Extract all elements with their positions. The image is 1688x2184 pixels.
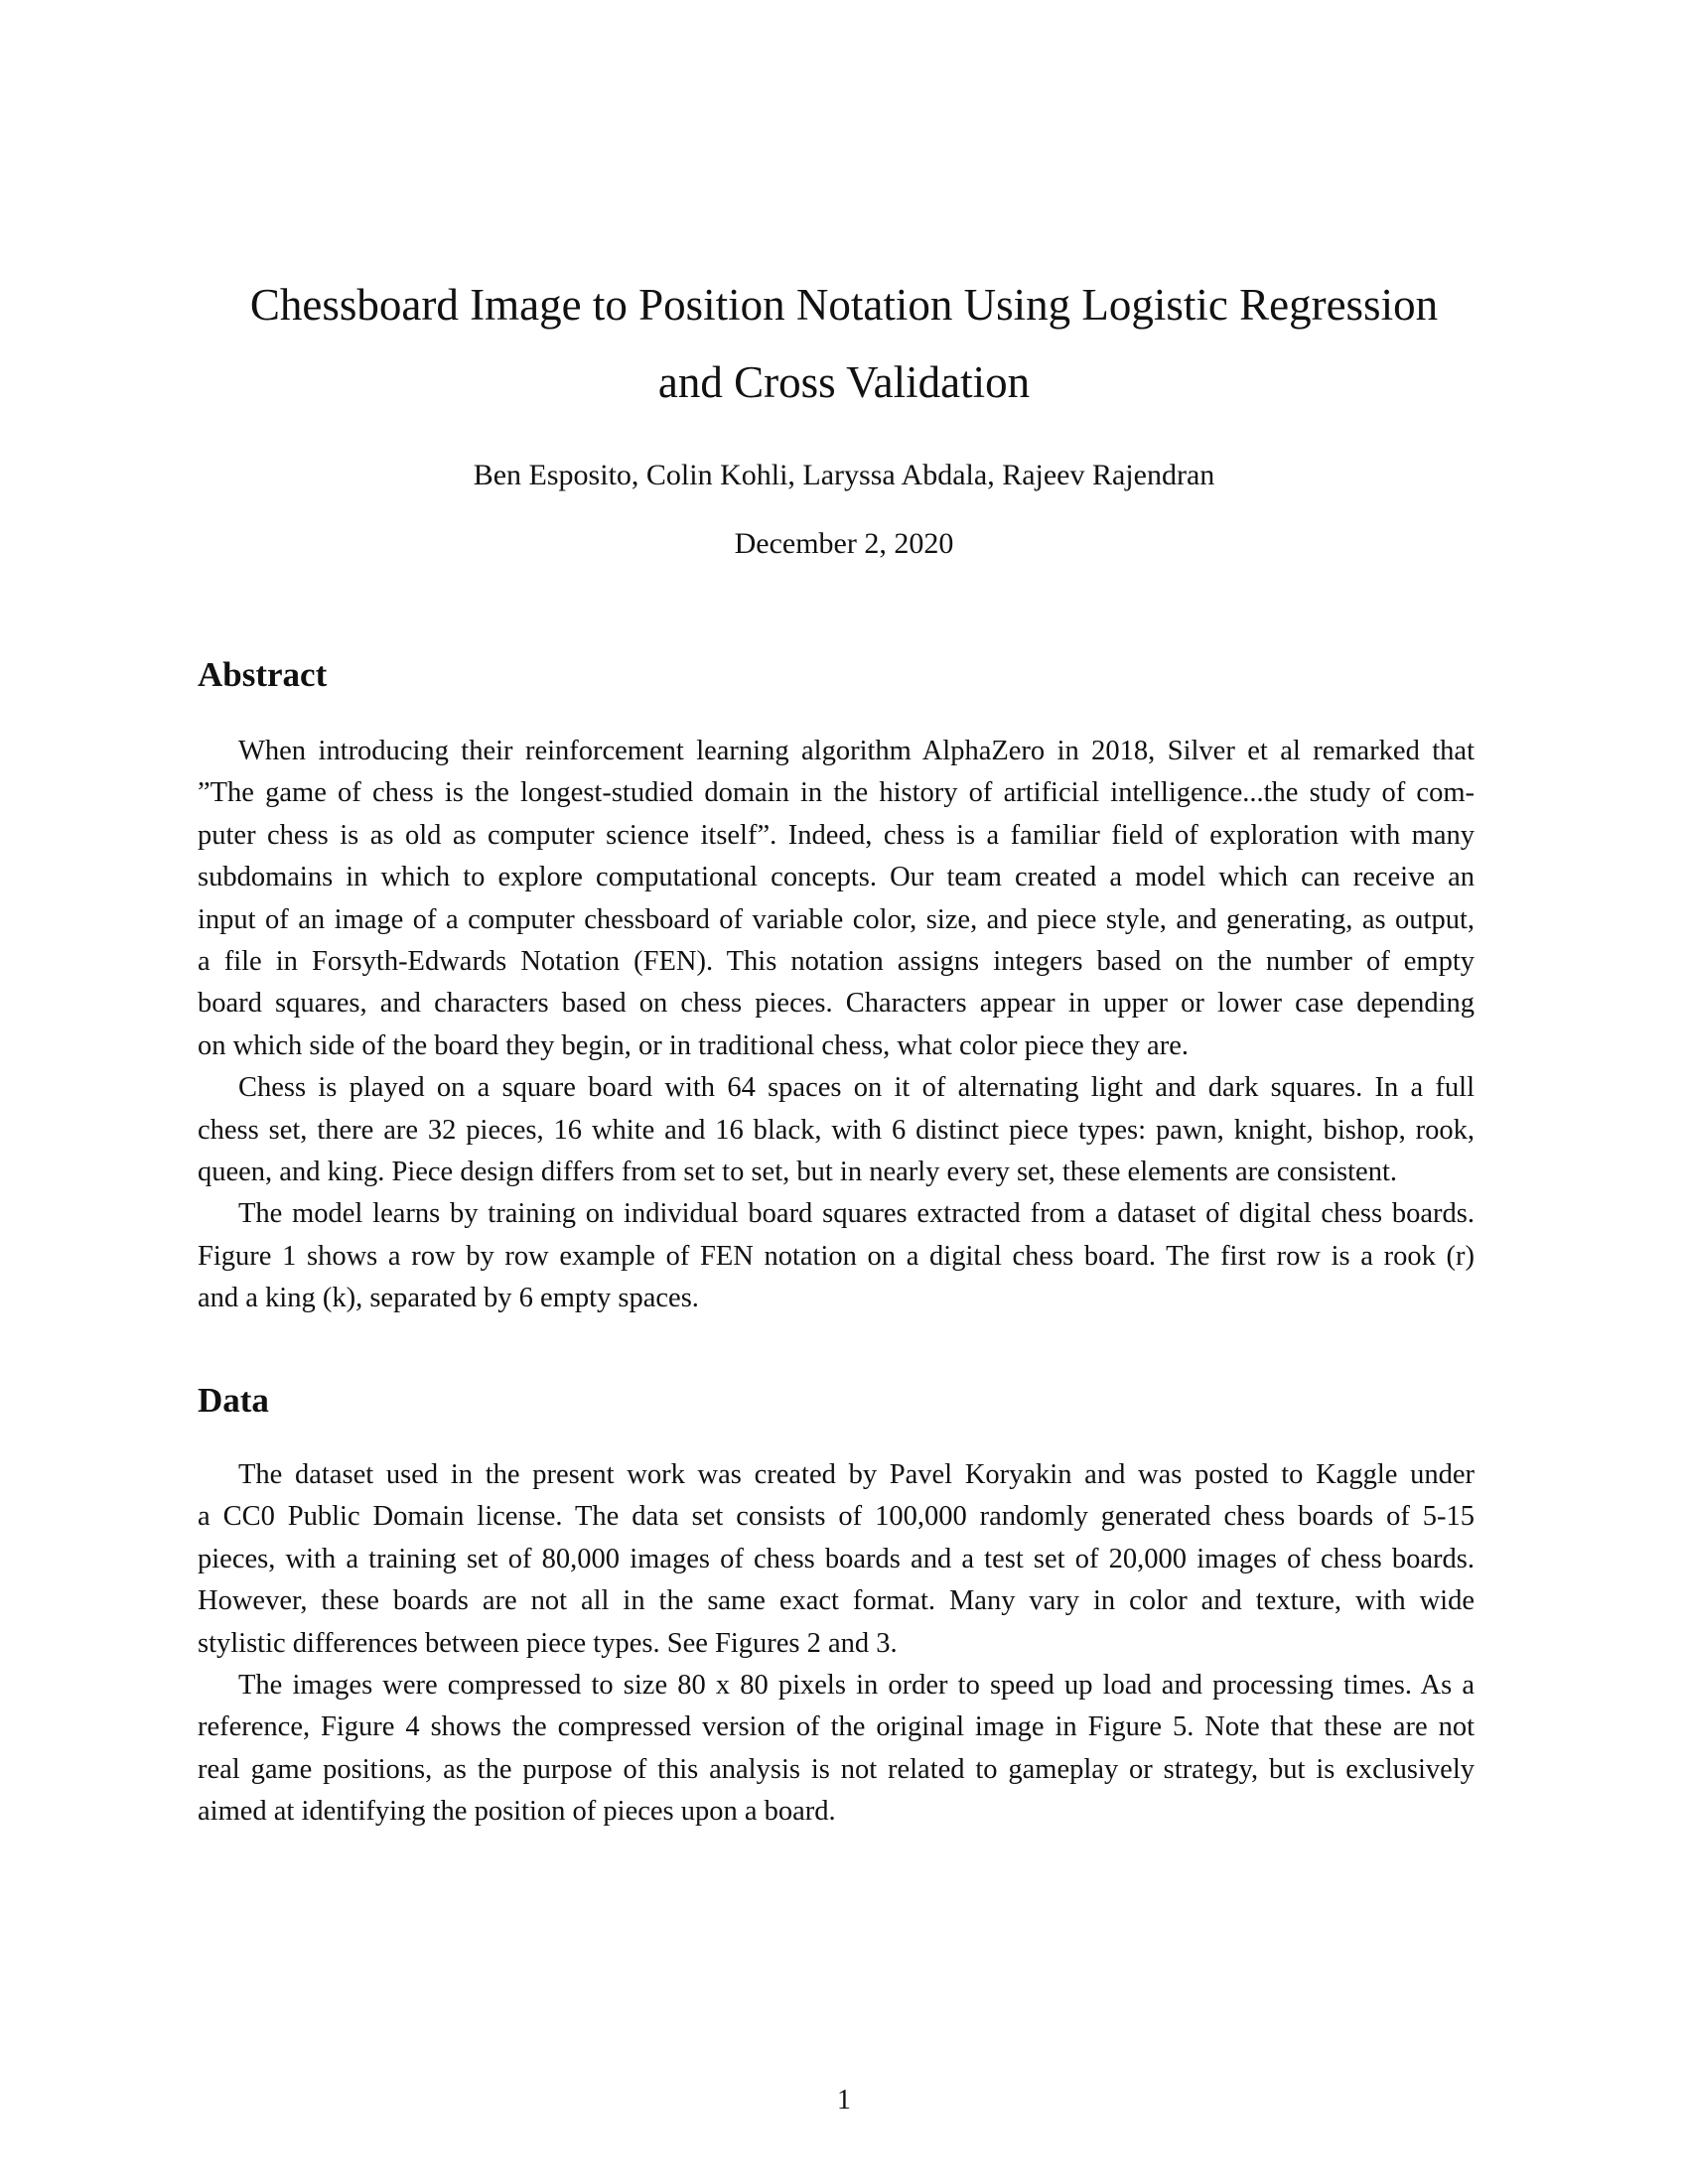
paragraph <box>198 1665 1475 1834</box>
text-line: aimed at identifying the position of pieces upon a board. <box>198 1796 836 1828</box>
text-line: The model learns by training on individual board squares extracted from a dataset of digital chess boards. <box>238 1198 1475 1230</box>
text-line: on which side of the board they begin, or in traditional chess, what color piece they are. <box>198 1029 1189 1061</box>
text-line: board squares, and characters based on chess pieces. Characters appear in upper or lower case depending <box>198 988 1475 1020</box>
text-line: stylistic differences between piece types. See Figures 2 and 3. <box>198 1627 898 1659</box>
text-line: a file in Forsyth-Edwards Notation (FEN). This notation assigns integers based on the number of empty <box>198 945 1475 977</box>
text-line: When introducing their reinforcement learning algorithm AlphaZero in 2018, Silver et al remarked that <box>238 736 1475 766</box>
paper-title <box>0 266 1688 421</box>
title-line: Chessboard Image to Position Notation Using Logistic Regression <box>249 280 1439 330</box>
text-line: real game positions, as the purpose of this analysis is not related to gameplay or strategy, but is exclusively <box>198 1753 1475 1785</box>
text-line: Chess is played on a square board with 64 spaces on it of alternating light and dark squares. In a full <box>238 1072 1475 1104</box>
text-line: chess set, there are 32 pieces, 16 white and 16 black, with 6 distinct piece types: pawn, knight, bishop, rook, <box>198 1114 1475 1146</box>
text-line: queen, and king. Piece design differs from set to set, but in nearly every set, these elements are consistent. <box>198 1156 1397 1187</box>
text-line: input of an image of a computer chessboard of variable color, size, and piece style, and generating, as output, <box>198 903 1475 935</box>
text-line: Figure 1 shows a row by row example of FEN notation on a digital chess board. The first row is a rook (r) <box>198 1240 1475 1272</box>
text-line: puter chess is as old as computer science itself”. Indeed, chess is a familiar field of exploration with many <box>198 819 1475 851</box>
text-line: The images were compressed to size 80 x 80 pixels in order to speed up load and processing times. As a <box>238 1669 1475 1701</box>
text-line: The dataset used in the present work was created by Pavel Koryakin and was posted to Kaggle under <box>238 1459 1475 1490</box>
section-heading-data: Data <box>198 1381 269 1420</box>
text-line: However, these boards are not all in the same exact format. Many vary in color and texture, with wide <box>198 1585 1475 1617</box>
authors: Ben Esposito, Colin Kohli, Laryssa Abdala, Rajeev Rajendran <box>473 459 1215 491</box>
page-number: 1 <box>837 2085 851 2116</box>
text-line: a CC0 Public Domain license. The data set consists of 100,000 randomly generated chess boards of 5-15 <box>198 1501 1475 1533</box>
date: December 2, 2020 <box>734 527 954 560</box>
title-line: and Cross Validation <box>657 357 1031 407</box>
section-heading-abstract: Abstract <box>198 655 328 694</box>
text-line: and a king (k), separated by 6 empty spaces. <box>198 1283 699 1314</box>
text-line: pieces, with a training set of 80,000 images of chess boards and a test set of 20,000 images of chess boards. <box>198 1543 1475 1574</box>
paragraph <box>198 1454 1475 1665</box>
paragraph <box>198 1193 1475 1319</box>
paragraph <box>198 1067 1475 1193</box>
paragraph <box>198 731 1475 1067</box>
text-line: reference, Figure 4 shows the compressed version of the original image in Figure 5. Note that these are not <box>198 1711 1475 1743</box>
text-line: ”The game of chess is the longest-studied domain in the history of artificial intelligence...the study of com- <box>198 777 1475 809</box>
data-body <box>198 1454 1475 1834</box>
text-line: subdomains in which to explore computational concepts. Our team created a model which can receive an <box>198 862 1475 893</box>
abstract-body <box>198 731 1475 1319</box>
